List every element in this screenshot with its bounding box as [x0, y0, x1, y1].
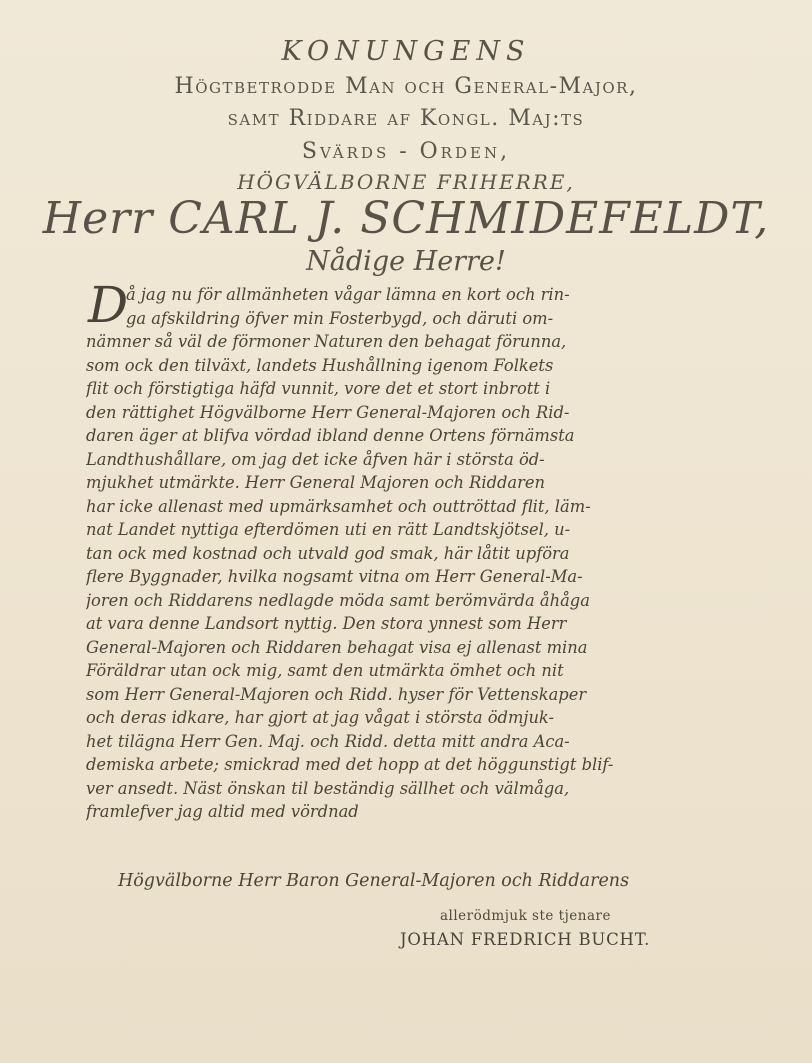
letter-line: nat Landet nyttiga efterdömen uti en rätt Landtskjötsel, u- — [86, 520, 571, 539]
letter-line: den rättighet Högvälborne Herr General-Majoren och Rid- — [86, 402, 570, 422]
letter-line: mjukhet utmärkte. Herr General Majoren och Riddaren — [86, 473, 546, 492]
letter-line: Föräldrar utan ock mig, samt den utmärkta ömhet och nit — [86, 661, 564, 680]
servant-line: allerödmjuk ste tjenare — [440, 908, 611, 924]
letter-line: at vara denne Landsort nyttig. Den stora ynnest som Herr — [86, 614, 567, 633]
letter-line: demiska arbete; smickrad med det hopp at det höggunstigt blif- — [86, 755, 614, 774]
heading-title-line-4: HÖGVÄLBORNE FRIHERRE, — [237, 170, 575, 194]
heading-title-line-1: Högtbetrodde Man och General-Major, — [174, 74, 638, 99]
heading-konungens: KONUNGENS — [281, 36, 531, 67]
letter-line: som ock den tilväxt, landets Hushållning igenom Folkets — [86, 355, 554, 375]
letter-line: daren äger at blifva vördad ibland denne Ortens förnämsta — [86, 426, 575, 445]
letter-line: som Herr General-Majoren och Ridd. hyser för Vettenskaper — [86, 684, 587, 704]
heading-title-line-2: samt Riddare af Kongl. Maj:ts — [227, 106, 585, 131]
letter-line: General-Majoren och Riddaren behagat visa ej allenast mina — [86, 637, 588, 657]
letter-line: flit och förstigtiga häfd vunnit, vore det et stort inbrott i — [86, 379, 551, 398]
heading-title-line-3: Svärds - Orden, — [301, 139, 511, 164]
letter-line: framlefver jag altid med vördnad — [86, 802, 359, 821]
letter-line: ga afskildring öfver min Fosterbygd, och däruti om- — [126, 308, 554, 328]
letter-line: flere Byggnader, hvilka nogsamt vitna om Herr General-Ma- — [86, 567, 583, 586]
signatory-name: JOHAN FREDRICH BUCHT. — [400, 930, 651, 949]
drop-cap: D — [88, 276, 129, 334]
letter-line: och deras idkare, har gjort at jag vågat i största ödmjuk- — [86, 708, 555, 727]
dedicatee-name: Herr CARL J. SCHMIDEFELDT, — [42, 193, 770, 244]
letter-line: tan ock med kostnad och utvald god smak, här låtit upföra — [86, 543, 570, 563]
letter-line: ver ansedt. Näst önskan til beständig sällhet och välmåga, — [86, 778, 570, 798]
letter-line: har icke allenast med upmärksamhet och outtröttad flit, läm- — [86, 496, 591, 516]
letter-line: joren och Riddarens nedlagde möda samt berömvärda åhåga — [86, 590, 590, 610]
closing-line: Högvälborne Herr Baron General-Majoren och Riddarens — [118, 871, 630, 891]
letter-body — [86, 276, 736, 824]
letter-line: Landthushållare, om jag det icke åfven här i största öd- — [86, 449, 545, 469]
salutation: Nådige Herre! — [306, 246, 506, 277]
letter-line: å jag nu för allmänheten vågar lämna en kort och rin- — [126, 285, 570, 304]
letter-line: het tilägna Herr Gen. Maj. och Ridd. detta mitt andra Aca- — [86, 731, 570, 751]
letter-line: nämner så väl de förmoner Naturen den behagat förunna, — [86, 332, 567, 351]
